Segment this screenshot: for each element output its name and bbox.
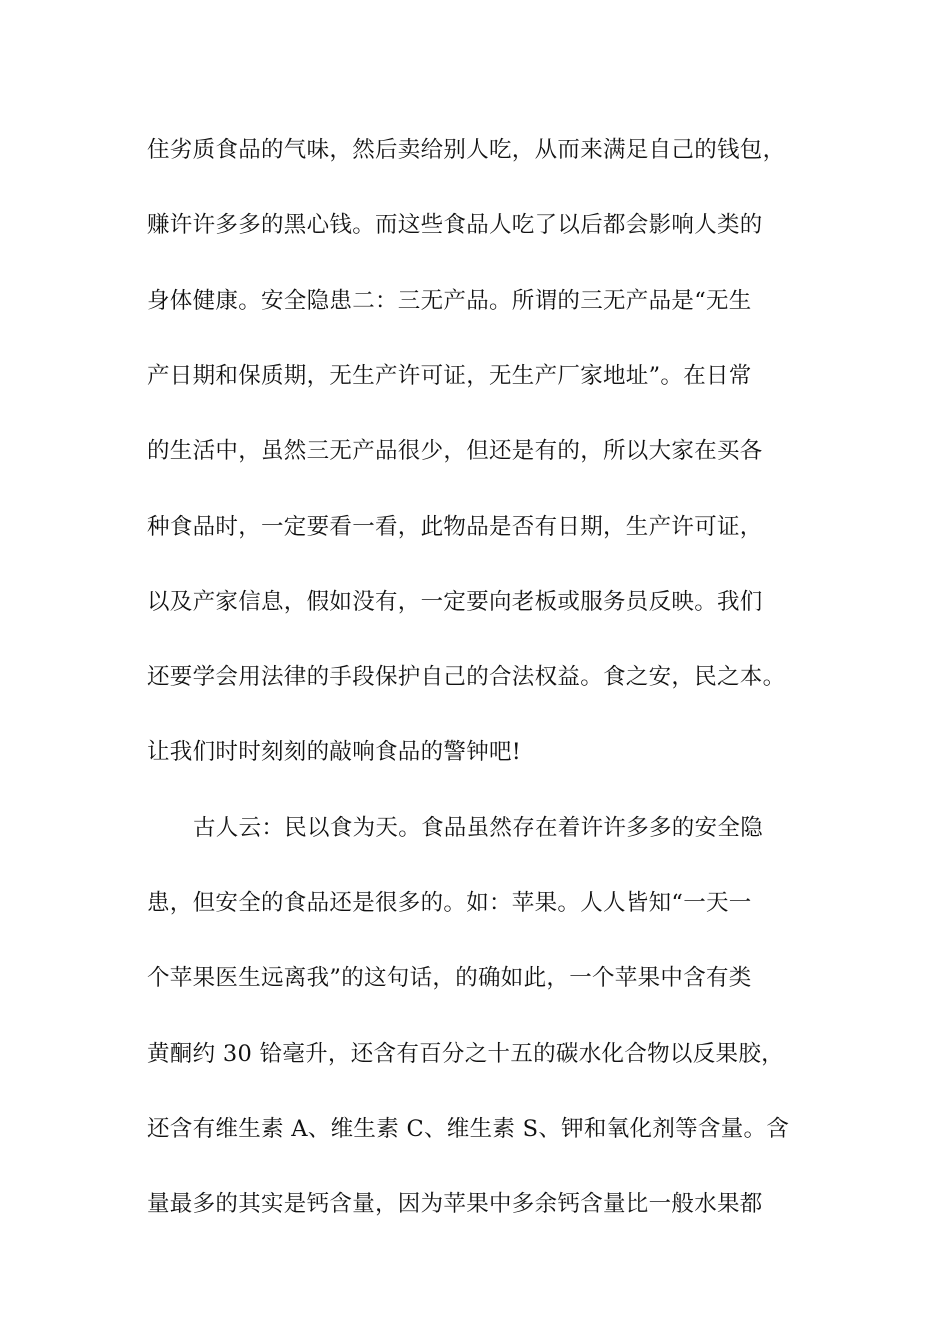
paragraph-line: 还含有维生素 A、维生素 C、维生素 S、钾和氧化剂等含量。含 bbox=[147, 1116, 790, 1142]
paragraph-line: 黄酮约 30 铪毫升，还含有百分之十五的碳水化合物以反果胶， bbox=[147, 1041, 784, 1067]
paragraph-line: 个苹果医生远离我”的这句话，的确如此，一个苹果中含有类 bbox=[147, 965, 752, 991]
paragraph-line: 以及产家信息，假如没有，一定要向老板或服务员反映。我们 bbox=[147, 589, 763, 615]
paragraph-line: 住劣质食品的气味，然后卖给别人吃，从而来满足自己的钱包， bbox=[147, 137, 786, 163]
paragraph-line: 产日期和保质期，无生产许可证，无生产厂家地址”。在日常 bbox=[147, 363, 752, 389]
paragraph-line: 身体健康。安全隐患二：三无产品。所谓的三无产品是“无生 bbox=[147, 288, 752, 314]
paragraph-line: 还要学会用法律的手段保护自己的合法权益。食之安，民之本。 bbox=[147, 664, 786, 690]
paragraph-line: 的生活中，虽然三无产品很少，但还是有的，所以大家在买各 bbox=[147, 438, 763, 464]
paragraph-first-line: 古人云：民以食为天。食品虽然存在着许许多多的安全隐 bbox=[193, 815, 764, 841]
paragraph-line: 让我们时时刻刻的敲响食品的警钟吧! bbox=[147, 739, 522, 765]
paragraph-line: 患，但安全的食品还是很多的。如：苹果。人人皆知“一天一 bbox=[147, 890, 752, 916]
paragraph-line: 种食品时，一定要看一看，此物品是否有日期，生产许可证， bbox=[147, 514, 763, 540]
paragraph-line: 赚许许多多的黑心钱。而这些食品人吃了以后都会影响人类的 bbox=[147, 212, 763, 238]
paragraph-line: 量最多的其实是钙含量，因为苹果中多余钙含量比一般水果都 bbox=[147, 1191, 763, 1217]
